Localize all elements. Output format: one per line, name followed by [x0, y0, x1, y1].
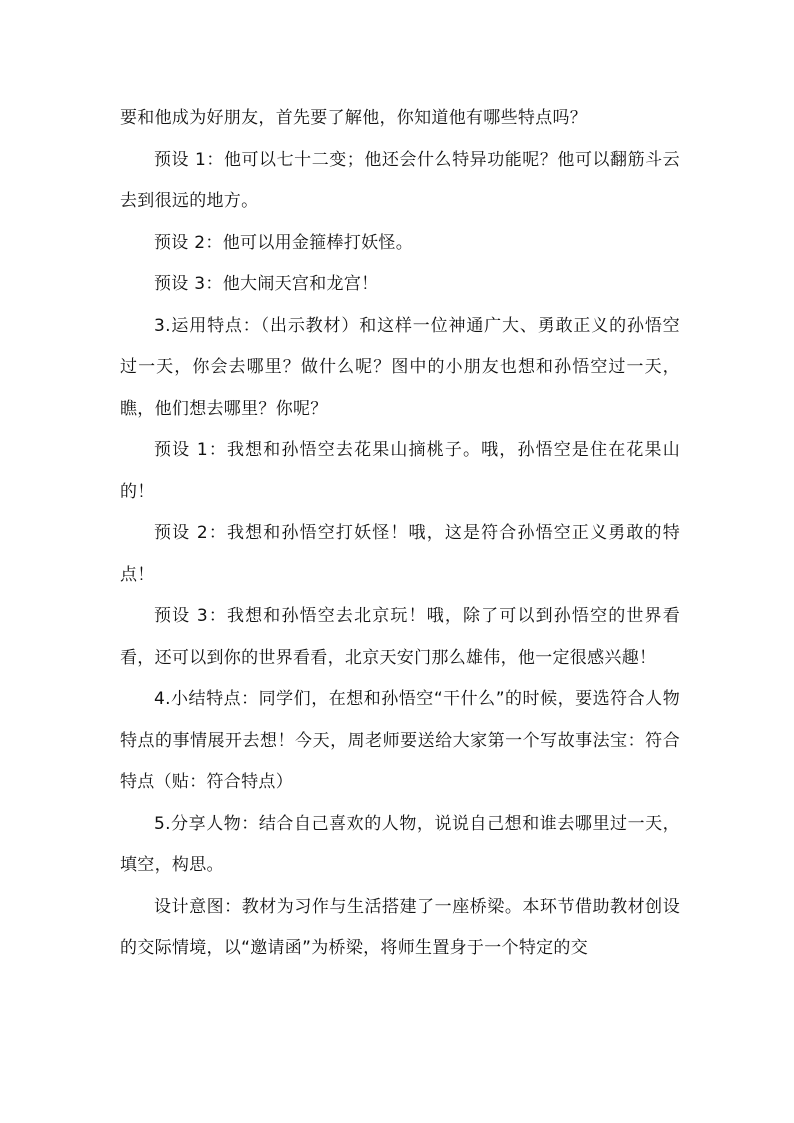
paragraph-step-5-share: 5.分享人物：结合自己喜欢的人物，说说自己想和谁去哪里过一天，填空，构思。	[120, 813, 680, 875]
paragraph-step-3-preset-1: 预设 1：我想和孙悟空去花果山摘桃子。哦，孙悟空是住在花果山的！	[120, 440, 680, 502]
paragraph-preset-2-staff: 预设 2：他可以用金箍棒打妖怪。	[154, 232, 414, 253]
paragraph-step-3-apply-traits: 3.运用特点：（出示教材）和这样一位神通广大、勇敢正义的孙悟空过一天，你会去哪里？做什么呢？图中的小朋友也想和孙悟空过一天，瞧，他们想去哪里？你呢？	[120, 315, 680, 419]
paragraph-step-3-preset-3: 预设 3：我想和孙悟空去北京玩！哦，除了可以到孙悟空的世界看看，还可以到你的世界看看，北京天安门那么雄伟，他一定很感兴趣！	[120, 606, 680, 668]
paragraph-intro-question: 要和他成为好朋友，首先要了解他，你知道他有哪些特点吗？	[120, 108, 588, 128]
paragraph-step-3-preset-2: 预设 2：我想和孙悟空打妖怪！哦，这是符合孙悟空正义勇敢的特点！	[120, 523, 680, 585]
document-body	[120, 98, 680, 970]
paragraph-design-intent: 设计意图：教材为习作与生活搭建了一座桥梁。本环节借助教材创设的交际情境，以“邀请函”为桥梁，将师生置身于一个特定的交	[120, 896, 680, 958]
paragraph-step-4-summary: 4.小结特点：同学们，在想和孙悟空“干什么”的时候，要选符合人物特点的事情展开去想！今天，周老师要送给大家第一个写故事法宝：符合特点（贴：符合特点）	[120, 689, 680, 792]
paragraph-preset-1-transformations: 预设 1：他可以七十二变；他还会什么特异功能呢？他可以翻筋斗云去到很远的地方。	[120, 149, 680, 211]
paragraph-preset-3-palace: 预设 3：他大闹天宫和龙宫！	[154, 274, 379, 294]
